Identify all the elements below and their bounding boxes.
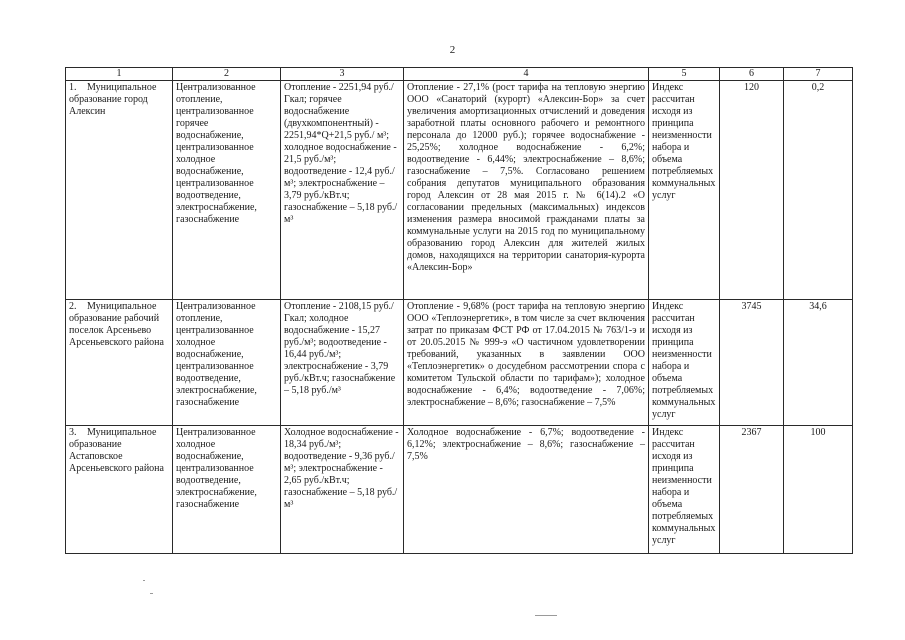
municipality-cell bbox=[66, 426, 173, 554]
tariffs-cell: Холодное водоснабжение - 18,34 руб./м³; водоотведение - 9,36 руб./м³; электроснабжение - 2,65 руб./кВт.ч; газоснабжение – 5,18 руб./м³ bbox=[281, 426, 404, 554]
tariffs-cell: Отопление - 2251,94 руб./Гкал; горячее водоснабжение (двухкомпонентный) - 2251,94*Q+21,5 руб./ м³; холодное водоснабжение - 21,5 руб./м³; водоотведение - 12,4 руб./м³; электроснабжение – 3,79 руб./кВт.ч; газоснабжение – 5,18 руб./м³ bbox=[281, 81, 404, 300]
row-number: 2. bbox=[69, 301, 77, 312]
scan-speck bbox=[535, 615, 557, 616]
municipality-cell bbox=[66, 81, 173, 300]
header-row bbox=[66, 68, 853, 81]
table-row bbox=[66, 300, 853, 426]
municipality-name: Муниципальное образование Астаповское Арсеньевского района bbox=[69, 427, 164, 474]
header-cell-7: 7 bbox=[784, 68, 853, 81]
header-cell-3: 3 bbox=[281, 68, 404, 81]
services-cell: Централизованное отопление, централизованное холодное водоснабжение, централизованное водоотведение, электроснабжение, газоснабжение bbox=[173, 300, 281, 426]
value-cell-6: 2367 bbox=[720, 426, 784, 554]
tariffs-cell: Отопление - 2108,15 руб./Гкал; холодное водоснабжение - 15,27 руб./м³; водоотведение - 16,44 руб./м³; электроснабжение - 3,79 руб./кВт.ч; газоснабжение – 5,18 руб./м³ bbox=[281, 300, 404, 426]
row-number: 3. bbox=[69, 427, 77, 438]
growth-cell: Холодное водоснабжение - 6,7%; водоотведение - 6,12%; электроснабжение – 8,6%; газоснабжение – 7,5% bbox=[404, 426, 649, 554]
value-cell-7: 34,6 bbox=[784, 300, 853, 426]
header-cell-4: 4 bbox=[404, 68, 649, 81]
page-number: 2 bbox=[449, 44, 456, 56]
table-row bbox=[66, 81, 853, 300]
value-cell-7: 0,2 bbox=[784, 81, 853, 300]
index-method-cell: Индекс рассчитан исходя из принципа неизменности набора и объема потребляемых коммунальных услуг bbox=[649, 426, 720, 554]
scan-speck bbox=[143, 580, 145, 581]
value-cell-7: 100 bbox=[784, 426, 853, 554]
municipality-name: Муниципальное образование город Алексин bbox=[69, 82, 157, 117]
header-cell-1: 1 bbox=[66, 68, 173, 81]
index-method-cell: Индекс рассчитан исходя из принципа неизменности набора и объема потребляемых коммунальных услуг bbox=[649, 300, 720, 426]
row-number: 1. bbox=[69, 82, 77, 93]
index-method-cell: Индекс рассчитан исходя из принципа неизменности набора и объема потребляемых коммунальных услуг bbox=[649, 81, 720, 300]
services-cell: Централизованное холодное водоснабжение, централизованное водоотведение, электроснабжение, газоснабжение bbox=[173, 426, 281, 554]
value-cell-6: 3745 bbox=[720, 300, 784, 426]
scan-speck bbox=[150, 593, 153, 594]
header-cell-5: 5 bbox=[649, 68, 720, 81]
tariff-table bbox=[65, 67, 853, 554]
header-cell-2: 2 bbox=[173, 68, 281, 81]
growth-cell: Отопление - 9,68% (рост тарифа на тепловую энергию ООО «Теплоэнергетик», в том числе за счет включения затрат по приказам ФСТ РФ от 17.04.2015 № 763/1-э и от 20.05.2015 № 999-э «О частичном удовлетворении требований, указанных в заявлении ООО «Теплоэнергетик» о досудебном рассмотрении спора с комитетом Тульской области по тарифам»); холодное водоснабжение - 6,4%; водоотведение - 7,06%; электроснабжение – 8,6%; газоснабжение – 7,5% bbox=[404, 300, 649, 426]
municipality-cell bbox=[66, 300, 173, 426]
header-cell-6: 6 bbox=[720, 68, 784, 81]
municipality-name: Муниципальное образование рабочий поселок Арсеньево Арсеньевского района bbox=[69, 301, 164, 348]
value-cell-6: 120 bbox=[720, 81, 784, 300]
growth-cell: Отопление - 27,1% (рост тарифа на тепловую энергию ООО «Санаторий (курорт) «Алексин-Бор» за счет увеличения амортизационных отчислений и доведения заработной платы основного рабочего и ремонтного персонала до 12000 руб.); горячее водоснабжение - 25,25%; холодное водоснабжение - 6,2%; водоотведение - 6,44%; электроснабжение – 8,6%; газоснабжение – 7,5%. Согласовано решением собрания депутатов муниципального образования город Алексин от 28 мая 2015 г. № 6(14).2 «О согласовании предельных (максимальных) индексов изменения размера вносимой гражданами платы за коммунальные услуги на 2015 год по муниципальному образованию город Алексин для жителей жилых домов, находящихся на территории санатория-курорта «Алексин-Бор» bbox=[404, 81, 649, 300]
services-cell: Централизованное отопление, централизованное горячее водоснабжение, централизованное холодное водоснабжение, централизованное водоотведение, электроснабжение, газоснабжение bbox=[173, 81, 281, 300]
table-row bbox=[66, 426, 853, 554]
